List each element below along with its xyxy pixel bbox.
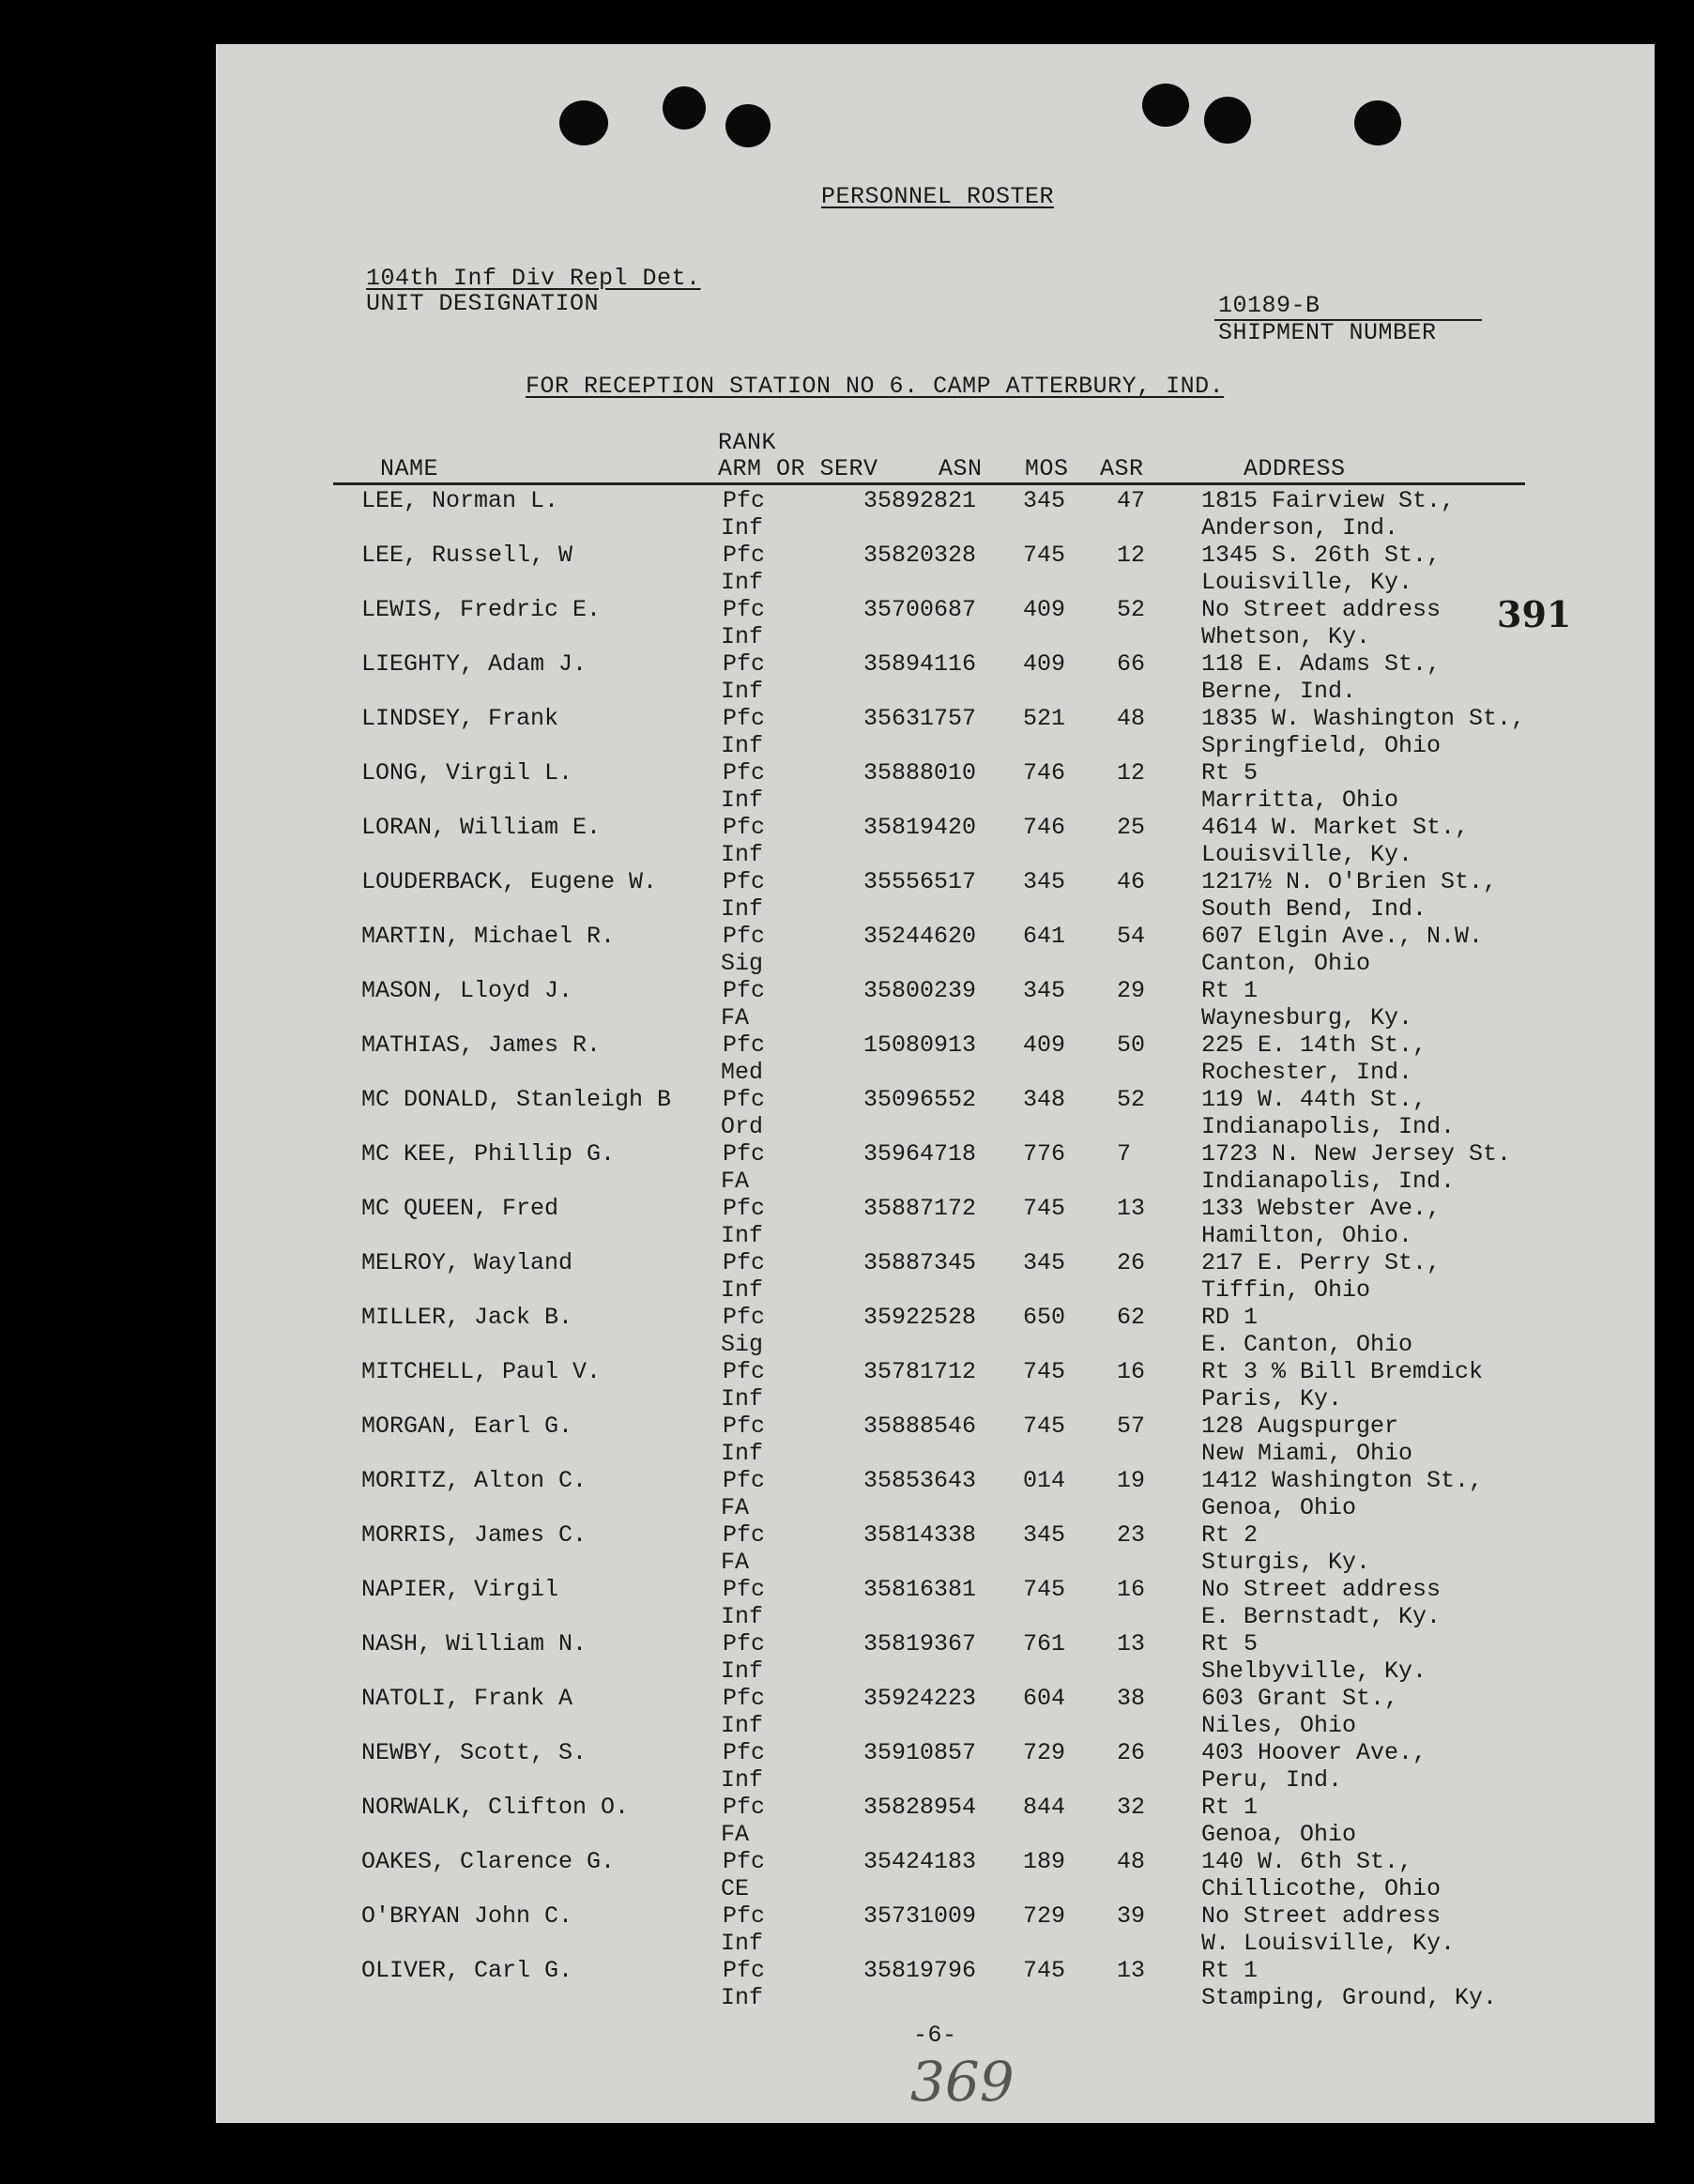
roster-arm: Inf bbox=[721, 1930, 764, 1957]
roster-asn: 35820328 bbox=[863, 542, 977, 569]
roster-name: NATOLI, Frank A bbox=[361, 1685, 573, 1712]
roster-mos: 746 bbox=[1023, 814, 1066, 841]
roster-asn: 35816381 bbox=[863, 1576, 977, 1603]
roster-mos: 745 bbox=[1023, 1957, 1066, 1984]
unit-designation-label: UNIT DESIGNATION bbox=[366, 290, 600, 317]
roster-arm: Inf bbox=[721, 1440, 764, 1467]
roster-asr: 38 bbox=[1117, 1685, 1146, 1712]
roster-rank: Pfc bbox=[723, 1413, 766, 1440]
roster-asr: 12 bbox=[1117, 759, 1146, 787]
roster-rank: Pfc bbox=[723, 1304, 766, 1331]
roster-asr: 66 bbox=[1117, 650, 1146, 678]
table-row bbox=[216, 759, 1655, 814]
roster-asr: 48 bbox=[1117, 705, 1146, 732]
roster-rank: Pfc bbox=[723, 1902, 766, 1930]
roster-arm: FA bbox=[721, 1494, 750, 1521]
roster-arm: Ord bbox=[721, 1113, 764, 1140]
roster-asn: 35819420 bbox=[863, 814, 977, 841]
roster-asn: 15080913 bbox=[863, 1031, 977, 1059]
roster-asr: 13 bbox=[1117, 1195, 1146, 1222]
roster-rank: Pfc bbox=[723, 542, 766, 569]
roster-address-line1: Rt 1 bbox=[1201, 977, 1259, 1004]
roster-mos: 641 bbox=[1023, 923, 1066, 950]
roster-arm: Inf bbox=[721, 841, 764, 868]
roster-mos: 745 bbox=[1023, 542, 1066, 569]
roster-asn: 35731009 bbox=[863, 1902, 977, 1930]
roster-address-line1: Rt 1 bbox=[1201, 1957, 1259, 1984]
table-row bbox=[216, 977, 1655, 1031]
roster-address-line2: Rochester, Ind. bbox=[1201, 1059, 1413, 1086]
roster-address-line1: Rt 2 bbox=[1201, 1521, 1259, 1549]
roster-rank: Pfc bbox=[723, 1685, 766, 1712]
roster-address-line2: New Miami, Ohio bbox=[1201, 1440, 1413, 1467]
roster-mos: 650 bbox=[1023, 1304, 1066, 1331]
roster-mos: 729 bbox=[1023, 1739, 1066, 1766]
roster-name: MC DONALD, Stanleigh B bbox=[361, 1086, 672, 1113]
roster-arm: Inf bbox=[721, 787, 764, 814]
roster-name: MITCHELL, Paul V. bbox=[361, 1358, 602, 1385]
roster-rank: Pfc bbox=[723, 650, 766, 678]
punch-hole bbox=[1204, 97, 1251, 144]
roster-arm: Inf bbox=[721, 623, 764, 650]
roster-asr: 16 bbox=[1117, 1576, 1146, 1603]
roster-asr: 39 bbox=[1117, 1902, 1146, 1930]
roster-address-line2: Canton, Ohio bbox=[1201, 950, 1371, 977]
roster-address-line1: 118 E. Adams St., bbox=[1201, 650, 1442, 678]
punch-hole bbox=[1142, 84, 1189, 127]
roster-asn: 35922528 bbox=[863, 1304, 977, 1331]
roster-arm: Inf bbox=[721, 1712, 764, 1739]
roster-address-line2: Louisville, Ky. bbox=[1201, 569, 1413, 596]
roster-asr: 57 bbox=[1117, 1413, 1146, 1440]
roster-address-line1: Rt 3 % Bill Bremdick bbox=[1201, 1358, 1484, 1385]
header-address: ADDRESS bbox=[1244, 455, 1346, 482]
roster-arm: Med bbox=[721, 1059, 764, 1086]
handwritten-number: 369 bbox=[910, 2050, 1015, 2114]
roster-asr: 29 bbox=[1117, 977, 1146, 1004]
table-row bbox=[216, 1140, 1655, 1195]
roster-address-line1: 403 Hoover Ave., bbox=[1201, 1739, 1427, 1766]
roster-address-line1: 1345 S. 26th St., bbox=[1201, 542, 1442, 569]
table-row bbox=[216, 1685, 1655, 1739]
roster-asn: 35814338 bbox=[863, 1521, 977, 1549]
roster-asr: 54 bbox=[1117, 923, 1146, 950]
roster-name: OLIVER, Carl G. bbox=[361, 1957, 573, 1984]
roster-address-line2: Genoa, Ohio bbox=[1201, 1494, 1357, 1521]
roster-name: LIEGHTY, Adam J. bbox=[361, 650, 588, 678]
shipment-number-value: 10189-B bbox=[1218, 292, 1320, 319]
roster-mos: 761 bbox=[1023, 1630, 1066, 1657]
roster-name: MASON, Lloyd J. bbox=[361, 977, 573, 1004]
roster-address-line2: Peru, Ind. bbox=[1201, 1766, 1343, 1794]
roster-address-line2: Sturgis, Ky. bbox=[1201, 1549, 1371, 1576]
roster-name: MORRIS, James C. bbox=[361, 1521, 588, 1549]
roster-rank: Pfc bbox=[723, 1249, 766, 1276]
roster-arm: Inf bbox=[721, 678, 764, 705]
table-row bbox=[216, 1304, 1655, 1358]
roster-name: MORGAN, Earl G. bbox=[361, 1413, 573, 1440]
roster-rank: Pfc bbox=[723, 1086, 766, 1113]
header-asn: ASN bbox=[939, 455, 983, 482]
punch-hole bbox=[559, 100, 608, 145]
reception-station: FOR RECEPTION STATION NO 6. CAMP ATTERBURY, IND. bbox=[526, 373, 1225, 400]
roster-asn: 35556517 bbox=[863, 868, 977, 895]
roster-address-line2: Springfield, Ohio bbox=[1201, 732, 1442, 759]
header-arm-or-serv: ARM OR SERV bbox=[718, 455, 878, 482]
table-row bbox=[216, 923, 1655, 977]
roster-asr: 50 bbox=[1117, 1031, 1146, 1059]
roster-asr: 16 bbox=[1117, 1358, 1146, 1385]
roster-address-line2: Paris, Ky. bbox=[1201, 1385, 1343, 1413]
roster-mos: 345 bbox=[1023, 1249, 1066, 1276]
roster-address-line1: 1835 W. Washington St., bbox=[1201, 705, 1526, 732]
table-row bbox=[216, 814, 1655, 868]
roster-address-line2: Shelbyville, Ky. bbox=[1201, 1657, 1427, 1685]
roster-name: OAKES, Clarence G. bbox=[361, 1848, 616, 1875]
roster-name: NEWBY, Scott, S. bbox=[361, 1739, 588, 1766]
roster-name: LORAN, William E. bbox=[361, 814, 602, 841]
roster-address-line2: Waynesburg, Ky. bbox=[1201, 1004, 1413, 1031]
roster-address-line2: Niles, Ohio bbox=[1201, 1712, 1357, 1739]
roster-rank: Pfc bbox=[723, 1957, 766, 1984]
roster-name: LINDSEY, Frank bbox=[361, 705, 559, 732]
header-name: NAME bbox=[380, 455, 439, 482]
roster-asr: 26 bbox=[1117, 1739, 1146, 1766]
roster-rank: Pfc bbox=[723, 1794, 766, 1821]
roster-mos: 409 bbox=[1023, 650, 1066, 678]
roster-mos: 345 bbox=[1023, 868, 1066, 895]
roster-asn: 35924223 bbox=[863, 1685, 977, 1712]
roster-name: MARTIN, Michael R. bbox=[361, 923, 616, 950]
table-row bbox=[216, 1848, 1655, 1902]
roster-name: MELROY, Wayland bbox=[361, 1249, 573, 1276]
roster-asr: 62 bbox=[1117, 1304, 1146, 1331]
roster-address-line2: Hamilton, Ohio. bbox=[1201, 1222, 1413, 1249]
roster-name: LOUDERBACK, Eugene W. bbox=[361, 868, 658, 895]
roster-address-line1: No Street address bbox=[1201, 1576, 1442, 1603]
roster-asn: 35424183 bbox=[863, 1848, 977, 1875]
roster-address-line1: RD 1 bbox=[1201, 1304, 1259, 1331]
roster-asn: 35964718 bbox=[863, 1140, 977, 1168]
roster-page bbox=[216, 44, 1655, 2123]
roster-arm: FA bbox=[721, 1004, 750, 1031]
roster-asn: 35244620 bbox=[863, 923, 977, 950]
roster-name: MC KEE, Phillip G. bbox=[361, 1140, 616, 1168]
roster-address-line2: Marritta, Ohio bbox=[1201, 787, 1399, 814]
roster-rank: Pfc bbox=[723, 923, 766, 950]
roster-name: LEE, Norman L. bbox=[361, 487, 559, 514]
roster-rank: Pfc bbox=[723, 977, 766, 1004]
roster-asn: 35910857 bbox=[863, 1739, 977, 1766]
punch-hole bbox=[663, 86, 706, 130]
roster-arm: Inf bbox=[721, 1657, 764, 1685]
roster-asr: 52 bbox=[1117, 1086, 1146, 1113]
shipment-number-label: SHIPMENT NUMBER bbox=[1218, 319, 1437, 346]
roster-rank: Pfc bbox=[723, 1140, 766, 1168]
roster-address-line2: E. Canton, Ohio bbox=[1201, 1331, 1413, 1358]
roster-address-line1: 140 W. 6th St., bbox=[1201, 1848, 1413, 1875]
roster-address-line1: 1412 Washington St., bbox=[1201, 1467, 1484, 1494]
roster-address-line1: 607 Elgin Ave., N.W. bbox=[1201, 923, 1484, 950]
roster-mos: 746 bbox=[1023, 759, 1066, 787]
roster-arm: Inf bbox=[721, 1766, 764, 1794]
roster-asr: 19 bbox=[1117, 1467, 1146, 1494]
roster-address-line1: 603 Grant St., bbox=[1201, 1685, 1399, 1712]
roster-rank: Pfc bbox=[723, 868, 766, 895]
roster-rank: Pfc bbox=[723, 759, 766, 787]
roster-asn: 35631757 bbox=[863, 705, 977, 732]
page-number: -6- bbox=[913, 2022, 957, 2049]
roster-arm: Inf bbox=[721, 569, 764, 596]
roster-asn: 35887345 bbox=[863, 1249, 977, 1276]
roster-address-line1: 1217½ N. O'Brien St., bbox=[1201, 868, 1498, 895]
roster-arm: FA bbox=[721, 1821, 750, 1848]
table-row bbox=[216, 1902, 1655, 1957]
table-row bbox=[216, 596, 1655, 650]
table-row bbox=[216, 1358, 1655, 1413]
roster-rank: Pfc bbox=[723, 1739, 766, 1766]
roster-address-line2: Louisville, Ky. bbox=[1201, 841, 1413, 868]
roster-arm: Inf bbox=[721, 1385, 764, 1413]
header-mos: MOS bbox=[1025, 455, 1069, 482]
roster-address-line2: Anderson, Ind. bbox=[1201, 514, 1399, 542]
roster-rank: Pfc bbox=[723, 814, 766, 841]
unit-designation-value: 104th Inf Div Repl Det. bbox=[366, 265, 701, 292]
roster-address-line2: Whetson, Ky. bbox=[1201, 623, 1371, 650]
roster-rank: Pfc bbox=[723, 1358, 766, 1385]
roster-mos: 604 bbox=[1023, 1685, 1066, 1712]
roster-address-line1: 128 Augspurger bbox=[1201, 1413, 1399, 1440]
roster-arm: FA bbox=[721, 1168, 750, 1195]
roster-asr: 25 bbox=[1117, 814, 1146, 841]
roster-rank: Pfc bbox=[723, 1630, 766, 1657]
roster-name: NORWALK, Clifton O. bbox=[361, 1794, 630, 1821]
roster-asr: 47 bbox=[1117, 487, 1146, 514]
roster-rank: Pfc bbox=[723, 1195, 766, 1222]
roster-asr: 23 bbox=[1117, 1521, 1146, 1549]
roster-asr: 13 bbox=[1117, 1630, 1146, 1657]
roster-mos: 345 bbox=[1023, 487, 1066, 514]
roster-address-line1: 119 W. 44th St., bbox=[1201, 1086, 1427, 1113]
table-row bbox=[216, 1630, 1655, 1685]
roster-rank: Pfc bbox=[723, 1467, 766, 1494]
roster-mos: 745 bbox=[1023, 1576, 1066, 1603]
roster-asr: 52 bbox=[1117, 596, 1146, 623]
roster-asr: 13 bbox=[1117, 1957, 1146, 1984]
roster-mos: 014 bbox=[1023, 1467, 1066, 1494]
roster-mos: 348 bbox=[1023, 1086, 1066, 1113]
roster-arm: Inf bbox=[721, 1222, 764, 1249]
roster-address-line1: 1723 N. New Jersey St. bbox=[1201, 1140, 1512, 1168]
table-row bbox=[216, 1195, 1655, 1249]
table-row bbox=[216, 705, 1655, 759]
roster-address-line2: Berne, Ind. bbox=[1201, 678, 1357, 705]
roster-mos: 345 bbox=[1023, 977, 1066, 1004]
roster-address-line1: 225 E. 14th St., bbox=[1201, 1031, 1427, 1059]
roster-address-line1: 4614 W. Market St., bbox=[1201, 814, 1470, 841]
roster-arm: FA bbox=[721, 1549, 750, 1576]
roster-address-line2: E. Bernstadt, Ky. bbox=[1201, 1603, 1442, 1630]
roster-name: MILLER, Jack B. bbox=[361, 1304, 573, 1331]
roster-name: NASH, William N. bbox=[361, 1630, 588, 1657]
table-row bbox=[216, 1086, 1655, 1140]
roster-name: MC QUEEN, Fred bbox=[361, 1195, 559, 1222]
table-row bbox=[216, 650, 1655, 705]
roster-mos: 409 bbox=[1023, 1031, 1066, 1059]
roster-name: LEWIS, Fredric E. bbox=[361, 596, 602, 623]
roster-name: MORITZ, Alton C. bbox=[361, 1467, 588, 1494]
roster-address-line1: No Street address bbox=[1201, 596, 1442, 623]
table-row bbox=[216, 1249, 1655, 1304]
roster-rank: Pfc bbox=[723, 705, 766, 732]
roster-mos: 745 bbox=[1023, 1358, 1066, 1385]
roster-asn: 35894116 bbox=[863, 650, 977, 678]
table-row bbox=[216, 868, 1655, 923]
roster-address-line2: Chillicothe, Ohio bbox=[1201, 1875, 1442, 1902]
roster-name: MATHIAS, James R. bbox=[361, 1031, 602, 1059]
roster-arm: CE bbox=[721, 1875, 750, 1902]
header-asr: ASR bbox=[1100, 455, 1144, 482]
roster-name: O'BRYAN John C. bbox=[361, 1902, 573, 1930]
table-row bbox=[216, 1031, 1655, 1086]
roster-asr: 32 bbox=[1117, 1794, 1146, 1821]
roster-mos: 745 bbox=[1023, 1195, 1066, 1222]
roster-address-line1: No Street address bbox=[1201, 1902, 1442, 1930]
roster-name: LEE, Russell, W bbox=[361, 542, 573, 569]
table-row bbox=[216, 1957, 1655, 2011]
roster-arm: Inf bbox=[721, 895, 764, 923]
roster-asr: 48 bbox=[1117, 1848, 1146, 1875]
roster-asn: 35819367 bbox=[863, 1630, 977, 1657]
roster-arm: Inf bbox=[721, 732, 764, 759]
roster-address-line2: Stamping, Ground, Ky. bbox=[1201, 1984, 1498, 2011]
roster-asn: 35819796 bbox=[863, 1957, 977, 1984]
roster-arm: Inf bbox=[721, 1276, 764, 1304]
roster-mos: 409 bbox=[1023, 596, 1066, 623]
roster-rank: Pfc bbox=[723, 1848, 766, 1875]
roster-rank: Pfc bbox=[723, 1576, 766, 1603]
table-row bbox=[216, 542, 1655, 596]
roster-asn: 35096552 bbox=[863, 1086, 977, 1113]
roster-address-line2: Tiffin, Ohio bbox=[1201, 1276, 1371, 1304]
page-stamp: 391 bbox=[1497, 593, 1572, 635]
roster-asn: 35888546 bbox=[863, 1413, 977, 1440]
roster-name: LONG, Virgil L. bbox=[361, 759, 573, 787]
header-rule bbox=[333, 482, 1525, 485]
roster-asn: 35887172 bbox=[863, 1195, 977, 1222]
roster-arm: Inf bbox=[721, 1603, 764, 1630]
roster-rank: Pfc bbox=[723, 1521, 766, 1549]
roster-asn: 35800239 bbox=[863, 977, 977, 1004]
document-title: PERSONNEL ROSTER bbox=[821, 183, 1055, 210]
roster-rank: Pfc bbox=[723, 487, 766, 514]
roster-address-line2: Indianapolis, Ind. bbox=[1201, 1113, 1456, 1140]
roster-address-line1: Rt 5 bbox=[1201, 759, 1259, 787]
roster-asr: 12 bbox=[1117, 542, 1146, 569]
roster-asn: 35781712 bbox=[863, 1358, 977, 1385]
roster-address-line1: 133 Webster Ave., bbox=[1201, 1195, 1442, 1222]
roster-mos: 745 bbox=[1023, 1413, 1066, 1440]
roster-arm: Inf bbox=[721, 514, 764, 542]
roster-arm: Inf bbox=[721, 1984, 764, 2011]
roster-address-line2: W. Louisville, Ky. bbox=[1201, 1930, 1456, 1957]
roster-mos: 189 bbox=[1023, 1848, 1066, 1875]
roster-address-line2: South Bend, Ind. bbox=[1201, 895, 1427, 923]
roster-address-line1: Rt 1 bbox=[1201, 1794, 1259, 1821]
punch-hole bbox=[725, 104, 771, 147]
roster-mos: 844 bbox=[1023, 1794, 1066, 1821]
roster-rank: Pfc bbox=[723, 1031, 766, 1059]
roster-asn: 35888010 bbox=[863, 759, 977, 787]
roster-mos: 345 bbox=[1023, 1521, 1066, 1549]
roster-arm: Sig bbox=[721, 1331, 764, 1358]
table-row bbox=[216, 1794, 1655, 1848]
table-row bbox=[216, 1739, 1655, 1794]
roster-asr: 26 bbox=[1117, 1249, 1146, 1276]
roster-mos: 521 bbox=[1023, 705, 1066, 732]
roster-name: NAPIER, Virgil bbox=[361, 1576, 559, 1603]
roster-address-line1: Rt 5 bbox=[1201, 1630, 1259, 1657]
roster-address-line2: Genoa, Ohio bbox=[1201, 1821, 1357, 1848]
roster-mos: 729 bbox=[1023, 1902, 1066, 1930]
roster-asn: 35892821 bbox=[863, 487, 977, 514]
punch-hole bbox=[1354, 100, 1401, 145]
header-rank-top: RANK bbox=[718, 429, 777, 456]
roster-asn: 35828954 bbox=[863, 1794, 977, 1821]
table-row bbox=[216, 487, 1655, 542]
roster-asn: 35853643 bbox=[863, 1467, 977, 1494]
table-row bbox=[216, 1576, 1655, 1630]
table-row bbox=[216, 1521, 1655, 1576]
roster-asn: 35700687 bbox=[863, 596, 977, 623]
roster-address-line1: 217 E. Perry St., bbox=[1201, 1249, 1442, 1276]
table-row bbox=[216, 1413, 1655, 1467]
roster-address-line1: 1815 Fairview St., bbox=[1201, 487, 1456, 514]
roster-mos: 776 bbox=[1023, 1140, 1066, 1168]
roster-asr: 46 bbox=[1117, 868, 1146, 895]
roster-rank: Pfc bbox=[723, 596, 766, 623]
roster-arm: Sig bbox=[721, 950, 764, 977]
roster-address-line2: Indianapolis, Ind. bbox=[1201, 1168, 1456, 1195]
roster-asr: 7 bbox=[1117, 1140, 1132, 1168]
table-row bbox=[216, 1467, 1655, 1521]
